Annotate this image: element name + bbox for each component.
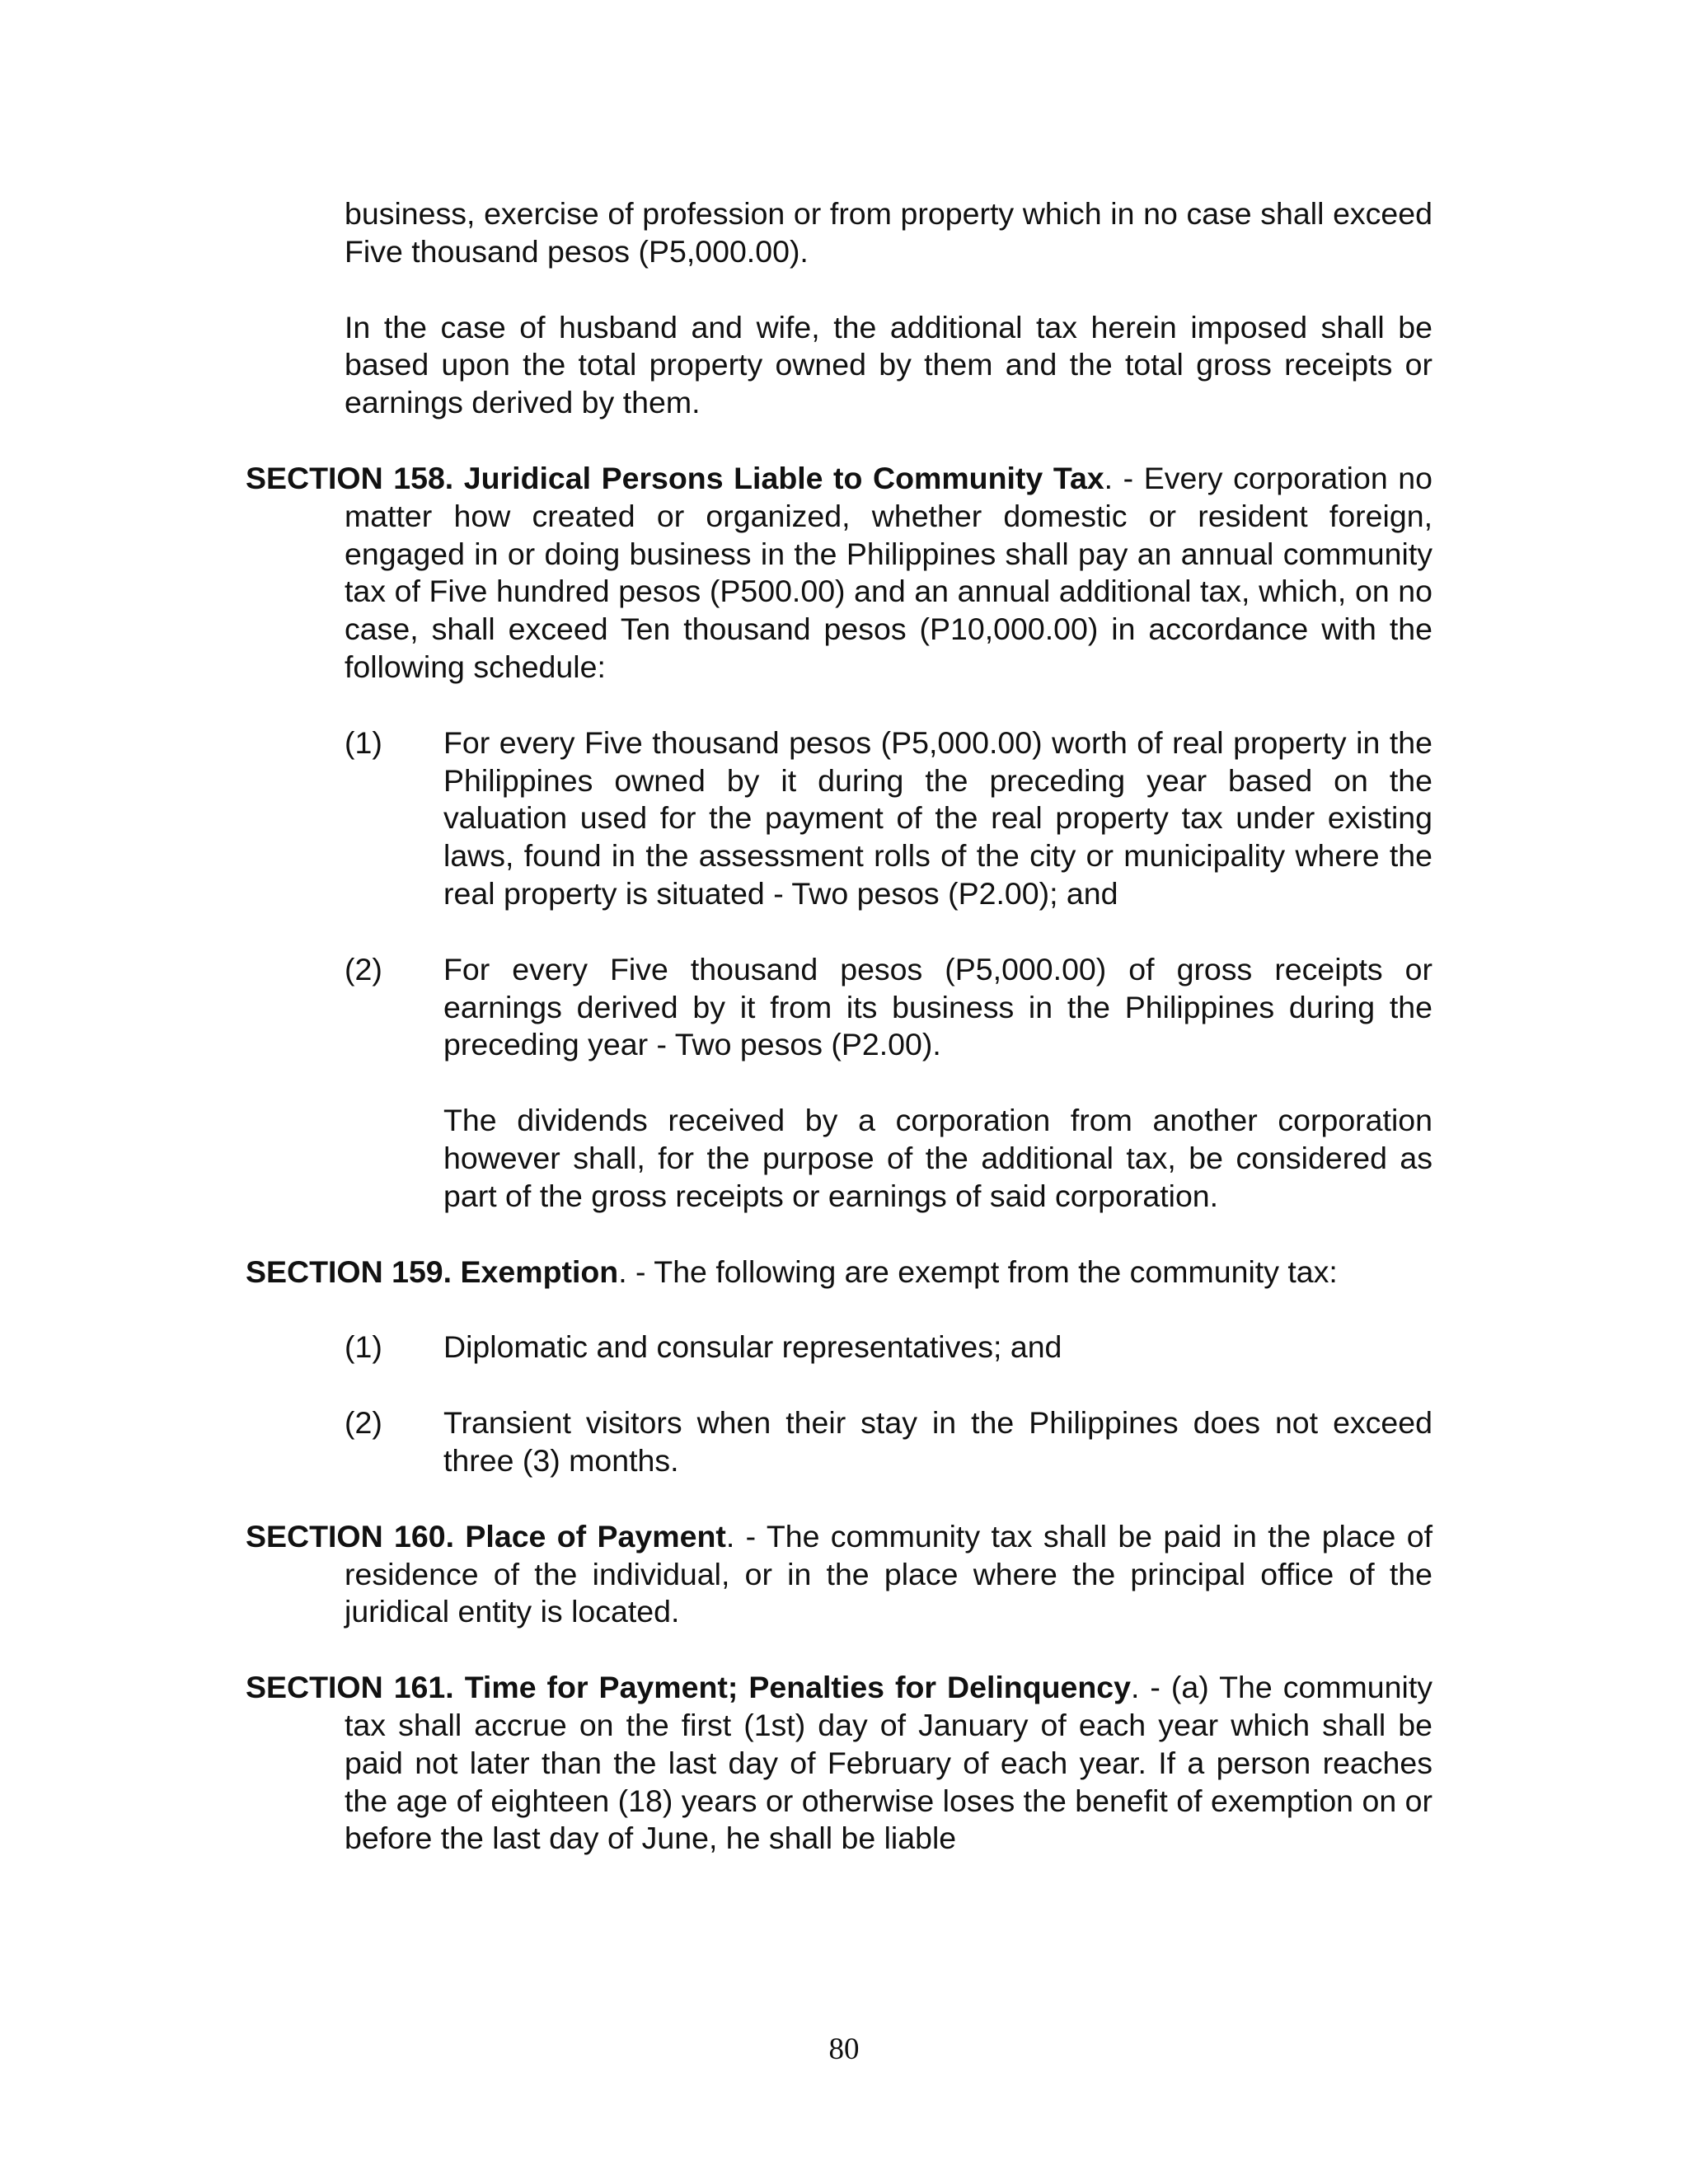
list-marker: (1) — [345, 724, 382, 760]
section-title: Place of Payment — [465, 1518, 726, 1554]
section-number: SECTION 161. — [246, 1670, 454, 1705]
section-title: Exemption — [460, 1254, 619, 1289]
section-161 — [246, 1669, 1432, 1858]
section-body: Every corporation no matter how created or organized, whether domestic or resident foreign, engaged in or doing business in the Philippines shall pay an annual community tax of Five hundred pesos (P500.00) and an annual additional tax, which, on no case, shall exceed Ten thousand pesos (P10,000.00) in accordance with the following schedule: — [345, 460, 1433, 684]
section-separator: . - — [618, 1254, 654, 1289]
section-number: SECTION 160. — [246, 1518, 455, 1554]
section-159 — [246, 1254, 1432, 1291]
list-marker: (1) — [345, 1329, 382, 1365]
section-number: SECTION 159. — [246, 1254, 452, 1289]
list-item — [246, 951, 1432, 1064]
intro-paragraph: business, exercise of profession or from property which in no case shall exceed Five thousand pesos (P5,000.00). — [345, 196, 1432, 269]
list-item-text: Diplomatic and consular representatives; and — [443, 1329, 1062, 1365]
section-number: SECTION 158. — [246, 460, 454, 495]
section-160 — [246, 1518, 1432, 1631]
husband-wife-paragraph: In the case of husband and wife, the additional tax herein imposed shall be based upon the total property owned by them and the total gross receipts or earnings derived by them. — [345, 309, 1432, 420]
section-separator: . - — [1104, 460, 1144, 495]
section-separator: . - — [1131, 1670, 1171, 1705]
section-title: Juridical Persons Liable to Community Tax — [463, 460, 1104, 495]
section-body: (a) The community tax shall accrue on the first (1st) day of January of each year which shall be paid not later than the last day of February of each year. If a person reaches the age of eighteen (18) years or otherwise loses the benefit of exemption on or before the last day of June, he shall be liable — [345, 1670, 1432, 1856]
list-item-text: For every Five thousand pesos (P5,000.00) worth of real property in the Philippines owned by it during the preceding year based on the valuation used for the payment of the real property tax under existing laws, found in the assessment rolls of the city or municipality where the real property is situated - Two pesos (P2.00); and — [443, 724, 1432, 911]
list-item — [246, 724, 1432, 913]
section-title: Time for Payment; Penalties for Delinquency — [464, 1670, 1131, 1705]
section-separator: . - — [725, 1518, 767, 1554]
list-marker: (2) — [345, 1405, 382, 1441]
list-item-text: Transient visitors when their stay in the Philippines does not exceed three (3) months. — [443, 1405, 1432, 1478]
section-body: The following are exempt from the community tax: — [654, 1254, 1338, 1289]
page-number: 80 — [828, 2032, 860, 2066]
list-item — [246, 1329, 1432, 1366]
section-158 — [246, 460, 1432, 687]
list-item-text: For every Five thousand pesos (P5,000.00) of gross receipts or earnings derived by it from its business in the Philippines during the preceding year - Two pesos (P2.00). — [443, 951, 1432, 1062]
list-marker: (2) — [345, 951, 382, 987]
list-item — [246, 1404, 1432, 1480]
section-body: The community tax shall be paid in the place of residence of the individual, or in the place where the principal office of the juridical entity is located. — [345, 1518, 1432, 1629]
dividends-note: The dividends received by a corporation from another corporation however shall, for the purpose of the additional tax, be considered as part of the gross receipts or earnings of said corporation. — [443, 1103, 1432, 1213]
page-body — [246, 195, 1432, 1858]
